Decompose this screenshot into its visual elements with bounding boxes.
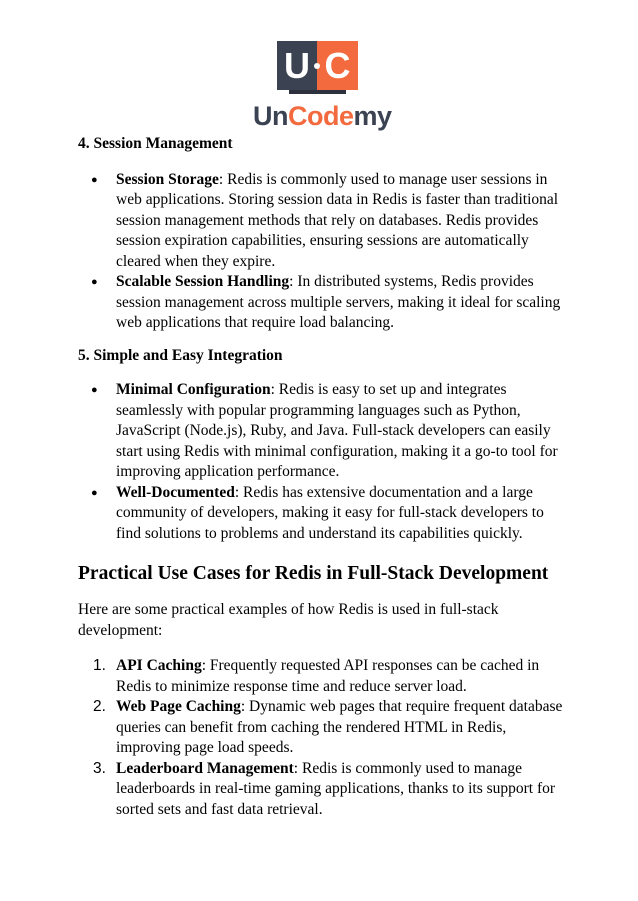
- uncodemy-logo: [0, 41, 638, 131]
- item-text: : In distributed systems, Redis provides session management across multiple servers, making it ideal for scaling web applications that require load balancing.: [116, 273, 561, 331]
- section4-heading: 4. Session Management: [78, 135, 233, 152]
- item-number: 2.: [93, 698, 106, 715]
- use-cases-heading: Practical Use Cases for Redis in Full-Stack Development: [78, 563, 549, 584]
- item-term: Leaderboard Management: [116, 759, 294, 777]
- section5-heading: 5. Simple and Easy Integration: [78, 346, 283, 364]
- bullet-icon: ●: [91, 486, 98, 499]
- list-item: [78, 483, 568, 545]
- section4-list: [78, 170, 568, 334]
- list-item: [78, 380, 568, 483]
- use-cases-intro: Here are some practical examples of how Redis is used in full-stack development:: [78, 601, 499, 639]
- list-item: [78, 170, 568, 273]
- list-item: [78, 697, 568, 759]
- logo-wordmark: [253, 99, 393, 133]
- item-term: Scalable Session Handling: [116, 273, 290, 290]
- logo-mark-right: C: [317, 41, 358, 90]
- list-item: [78, 272, 568, 334]
- logo-word-my: my: [353, 101, 392, 131]
- item-text: : Redis has extensive documentation and a large community of developers, making it easy for full-stack developers to find solutions to problems and understand its capabilities quickly.: [116, 483, 544, 542]
- list-item: [78, 656, 568, 697]
- logo-base: [289, 90, 346, 94]
- logo-word-un: Un: [253, 101, 288, 131]
- item-text: : Dynamic web pages that require frequent database queries can benefit from caching the rendered HTML in Redis, improving page load speeds.: [116, 698, 563, 756]
- bullet-icon: ●: [91, 173, 98, 186]
- item-term: Well-Documented: [116, 483, 235, 501]
- item-number: 3.: [93, 759, 106, 777]
- logo-mark: [277, 41, 358, 94]
- bullet-icon: ●: [91, 384, 98, 396]
- item-term: Web Page Caching: [116, 698, 241, 715]
- logo-word-code: Code: [288, 101, 354, 131]
- list-item: [78, 759, 568, 821]
- logo-mark-left: U: [277, 41, 317, 90]
- item-term: Minimal Configuration: [116, 381, 271, 398]
- use-cases-list: [78, 656, 568, 820]
- item-term: Session Storage: [116, 170, 219, 188]
- item-text: : Redis is commonly used to manage leaderboards in real-time gaming applications, thanks to its support for sorted sets and fast data retrieval.: [116, 759, 556, 818]
- item-text: : Redis is commonly used to manage user sessions in web applications. Storing session data in Redis is faster than traditional session management methods that rely on databases. Redis provides session expiration capabilities, ensuring sessions are automatically cleared when they expire.: [116, 170, 559, 270]
- item-text: : Frequently requested API responses can be cached in Redis to minimize response time and reduce server load.: [116, 657, 540, 695]
- document-content: [78, 134, 568, 820]
- item-number: 1.: [93, 657, 106, 674]
- item-term: API Caching: [116, 657, 202, 674]
- logo-dot: [314, 63, 320, 69]
- item-text: : Redis is easy to set up and integrates seamlessly with popular programming languages such as Python, JavaScript (Node.js), Ruby, and Java. Full-stack developers can easily start using Redis with minimal configuration, making it a go-to tool for improving application performance.: [116, 381, 558, 480]
- bullet-icon: ●: [91, 276, 98, 288]
- section5-list: [78, 380, 568, 544]
